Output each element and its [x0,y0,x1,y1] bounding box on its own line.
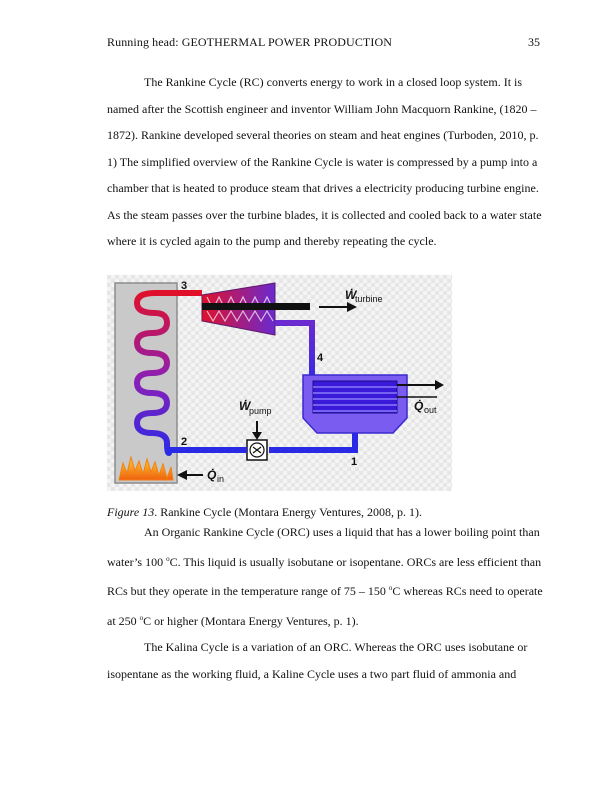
body-text-top [107,69,544,255]
state-label-1: 1 [351,456,358,468]
q-out-symbol: Q̇ [414,399,424,413]
orc-text-a: An Organic Rankine Cycle (ORC) uses a liquid that has a lower boiling point than water’s 100 [107,525,540,569]
paragraph-rankine-intro: The Rankine Cycle (RC) converts energy to work in a closed loop system. It is named after the Scottish engineer and inventor William John Macquorn Rankine, (1820 – 1872). Rankine developed several theories on steam and heat engines (Turboden, 2010, p. 1) The simplified overview of the Rankine Cycle is water is compressed by a pump into a chamber that is heated to produce steam that drives a electricity producing turbine engine. As the steam passes over the turbine blades, it is collected and cooled back to a water state where it is cycled again to the pump and thereby repeating the cycle. [107,75,542,248]
orc-text-c: C whereas RCs need to operate at 250 [107,584,543,628]
w-pump-symbol: Ẇ [239,399,251,413]
paragraph-kalina: The Kalina Cycle is a variation of an ORC. Whereas the ORC uses isobutane or isopentane as the working fluid, a Kaline Cycle uses a two part fluid of ammonia and [107,640,528,681]
state-label-2: 2 [181,436,188,448]
rankine-cycle-diagram [107,275,452,491]
rankine-cycle-figure [107,275,452,491]
orc-text-d: C or higher (Montara Energy Ventures, p. 1). [143,613,359,628]
state-label-4: 4 [317,352,324,364]
state-label-3: 3 [181,280,188,292]
degree-mark: o [166,554,170,563]
orc-text-b: C. This liquid is usually isobutane or isopentane. ORCs are less efficient than RCs but they operate in the temperature range of 75 – 150 [107,554,542,598]
w-turbine-subscript: turbine [355,294,383,304]
body-text-bottom [107,519,544,687]
paragraph-orc [107,519,544,634]
running-head: Running head: GEOTHERMAL POWER PRODUCTION [107,35,392,49]
w-turbine-symbol: Ẇ [345,288,357,302]
q-out-subscript: out [424,405,437,415]
turbine-shaft [202,303,310,310]
degree-mark: o [388,584,393,592]
w-pump-subscript: pump [249,406,272,416]
page-number: 35 [528,35,540,49]
degree-mark: o [139,613,144,622]
pump [247,440,267,460]
q-in-symbol: Q̇ [207,468,217,482]
figure-caption-text: . Rankine Cycle (Montara Energy Ventures, 2008, p. 1). [154,505,423,519]
figure-caption-label: Figure 13 [107,505,155,519]
condenser [303,375,407,433]
q-in-subscript: in [217,474,225,484]
